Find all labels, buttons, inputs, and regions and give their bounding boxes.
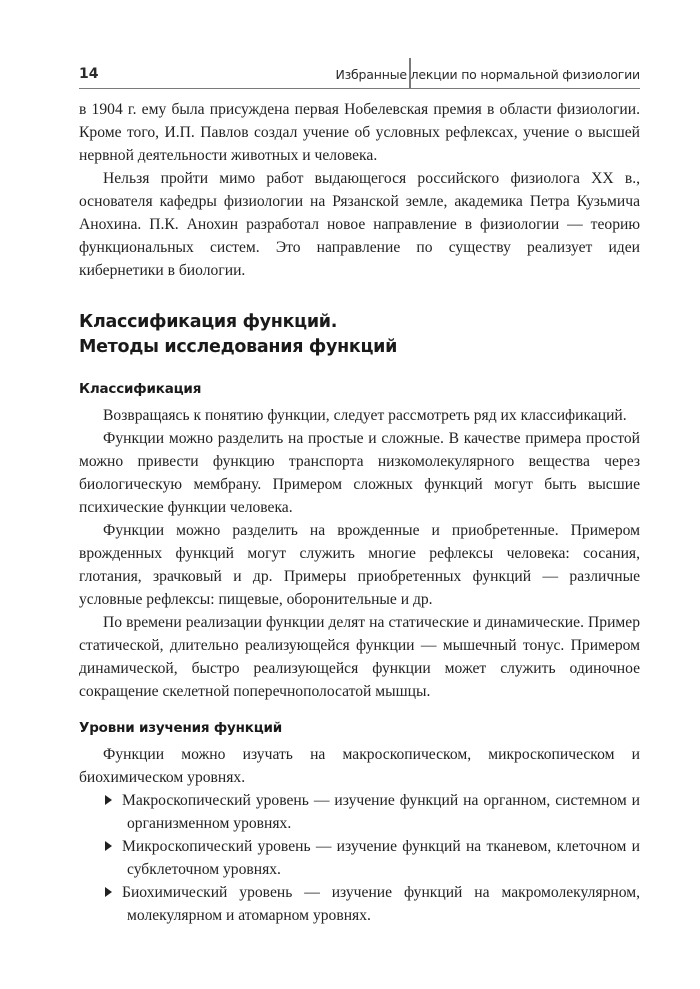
- running-title: Избранные лекции по нормальной физиологии: [335, 67, 640, 82]
- levels-heading: Уровни изучения функций: [79, 720, 283, 736]
- page-body: [79, 98, 640, 927]
- running-header: [79, 58, 640, 89]
- section-title-line-1: Классификация функций.: [79, 312, 338, 332]
- list-item-text: Макроскопический уровень — изучение функций на органном, системном и организменном уровнях.: [122, 792, 640, 832]
- levels-intro: Функции можно изучать на макроскопическом, микроскопическом и биохимическом уровнях.: [79, 746, 640, 786]
- triangle-bullet-icon: [105, 887, 112, 897]
- section-title: [79, 310, 640, 360]
- triangle-bullet-icon: [105, 841, 112, 851]
- list-item: [79, 881, 640, 927]
- classification-paragraph-2: Функции можно разделить на простые и сложные. В качестве примера простой можно привести функцию транспорта низкомолекулярного вещества через биологическую мембрану. Примером сложных функций могут быть высшие психические функции человека.: [79, 430, 640, 516]
- list-item-text: Микроскопический уровень — изучение функций на тканевом, клеточном и субклеточном уровнях.: [122, 838, 640, 878]
- classification-paragraph-1: Возвращаясь к понятию функции, следует рассмотреть ряд их классификаций.: [103, 407, 627, 424]
- list-item: [79, 789, 640, 835]
- list-item-text: Биохимический уровень — изучение функций на макромолекулярном, молекулярном и атомарном уровнях.: [122, 884, 640, 924]
- classification-heading: Классификация: [79, 381, 202, 397]
- triangle-bullet-icon: [105, 795, 112, 805]
- levels-list: [79, 789, 640, 927]
- section-title-line-2: Методы исследования функций: [79, 337, 398, 357]
- page-number: 14: [79, 66, 99, 82]
- list-item: [79, 835, 640, 881]
- classification-paragraph-4: По времени реализации функции делят на статические и динамические. Пример статической, длительно реализующейся функции — мышечный тонус. Примером динамической, быстро реализующейся функции может служить одиночное сокращение скелетной поперечнополосатой мышцы.: [79, 614, 640, 700]
- classification-paragraph-3: Функции можно разделить на врожденные и приобретенные. Примером врожденных функций могут служить многие рефлексы человека: сосания, глотания, зрачковый и др. Примеры приобретенных функций — различные условные рефлексы: пищевые, оборонительные и др.: [79, 522, 640, 608]
- intro-paragraph-1: в 1904 г. ему была присуждена первая Нобелевская премия в области физиологии. Кроме того, И.П. Павлов создал учение об условных рефлексах, учение о высшей нервной деятельности животных и человека.: [79, 101, 640, 164]
- intro-paragraph-2: Нельзя пройти мимо работ выдающегося российского физиолога XX в., основателя кафедры физиологии на Рязанской земле, академика Петра Кузьмича Анохина. П.К. Анохин разработал новое направление в физиологии — теорию функциональных систем. Это направление по существу реализует идеи кибернетики в биологии.: [79, 170, 640, 279]
